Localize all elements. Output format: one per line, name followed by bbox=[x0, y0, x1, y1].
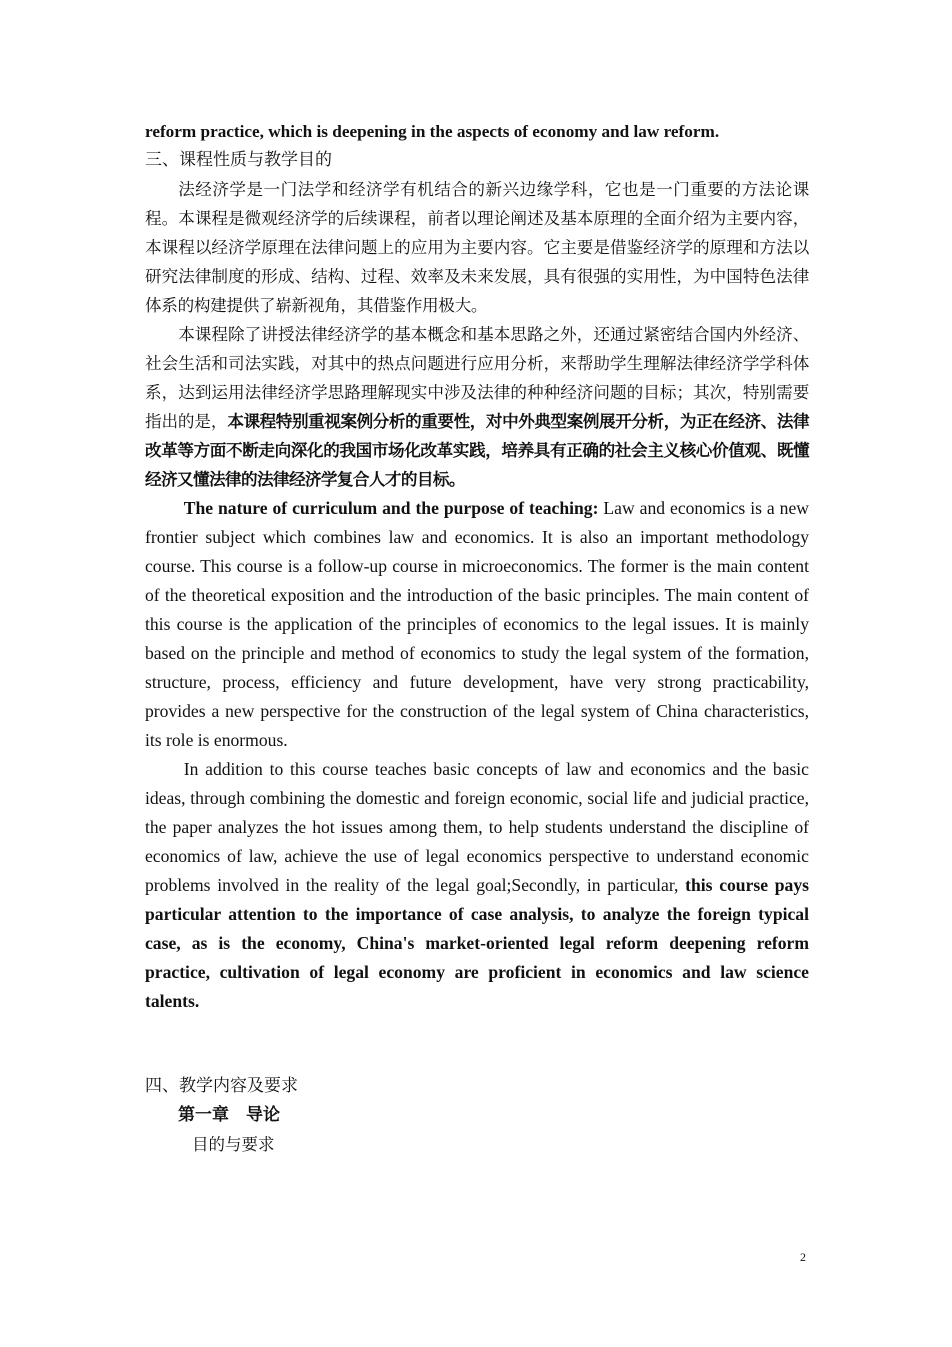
zh-paragraph-2-bold-text: 本课程特别重视案例分析的重要性，对中外典型案例展开分析，为正在经济、法律改革等方面不断走向深化的我国市场化改革实践，培养具有正确的社会主义核心价值观、既懂经济又懂法律的法律经济学复合人才的目标。 bbox=[145, 412, 809, 489]
en-paragraph-2-text: In addition to this course teaches basic concepts of law and economics and the basic ideas, through combining the domestic and foreign economic, social life and judicial practice, the paper analyzes the hot issues among them, to help students understand the discipline of economics of law, achieve the use of legal economics perspective to understand economic problems involved in the reality of the legal goal;Secondly, in particular, bbox=[145, 759, 809, 895]
section3-zh-paragraph-2 bbox=[145, 320, 809, 494]
section3-en-paragraph-1 bbox=[145, 494, 809, 755]
page-content bbox=[145, 117, 809, 1159]
section3-zh-paragraph-1: 法经济学是一门法学和经济学有机结合的新兴边缘学科，它也是一门重要的方法论课程。本课程是微观经济学的后续课程，前者以理论阐述及基本原理的全面介绍为主要内容，本课程以经济学原理在法律问题上的应用为主要内容。它主要是借鉴经济学的原理和方法以研究法律制度的形成、结构、过程、效率及未来发展，具有很强的实用性，为中国特色法律体系的构建提供了崭新视角，其借鉴作用极大。 bbox=[145, 180, 809, 315]
en-paragraph-2-bold-text: this course pays particular attention to the importance of case analysis, to analyze the foreign typical case, as is the economy, China's market-oriented legal reform deepening reform practice, cultivation of legal economy are proficient in economics and law science talents. bbox=[145, 875, 809, 1011]
chapter-subheading: 目的与要求 bbox=[192, 1135, 275, 1154]
zh-paragraph-2-text: 本课程除了讲授法律经济学的基本概念和基本思路之外，还通过紧密结合国内外经济、社会生活和司法实践，对其中的热点问题进行应用分析，来帮助学生理解法律经济学学科体系，达到运用法律经济学思路理解现实中涉及法律的种种经济问题的目标；其次，特别需要指出的是， bbox=[145, 325, 809, 431]
page-number: 2 bbox=[800, 1250, 806, 1264]
section3-heading: 三、课程性质与教学目的 bbox=[145, 150, 332, 170]
section4-heading: 四、教学内容及要求 bbox=[145, 1076, 298, 1096]
spacer bbox=[145, 1016, 809, 1072]
section3-en-paragraph-2 bbox=[145, 755, 809, 1016]
en-paragraph-1-lead: The nature of curriculum and the purpose of teaching: bbox=[183, 498, 599, 518]
continued-line: reform practice, which is deepening in the aspects of economy and law reform. bbox=[145, 122, 720, 141]
chapter-title: 第一章 导论 bbox=[178, 1105, 280, 1125]
en-paragraph-1-text: Law and economics is a new frontier subject which combines law and economics. It is also an important methodology course. This course is a follow-up course in microeconomics. The former is the main content of the theoretical exposition and the introduction of the basic principles. The main content of this course is the application of the principles of economics to the legal issues. It is mainly based on the principle and method of economics to study the legal system of the formation, structure, process, efficiency and future development, have very strong practicability, provides a new perspective for the construction of the legal system of China characteristics, its role is enormous. bbox=[145, 498, 809, 750]
